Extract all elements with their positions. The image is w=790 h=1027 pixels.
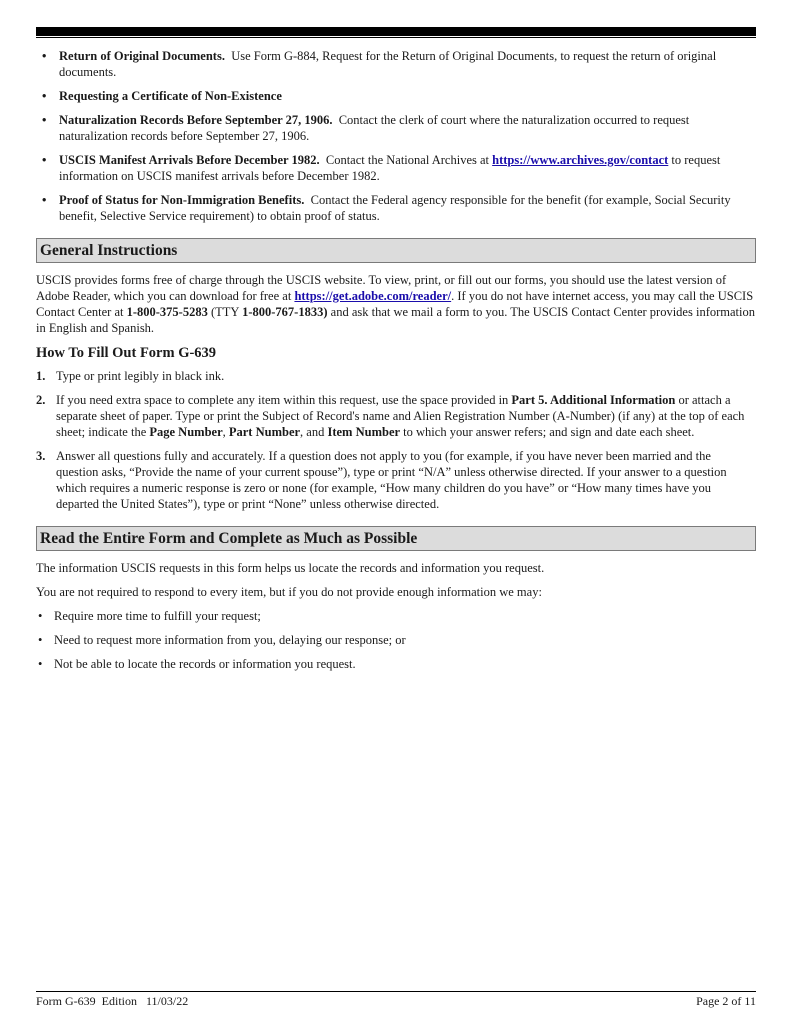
step-text: Answer all questions fully and accurately. If a question does not apply to you (for example, if you have never been married and the question asks, “Provide the name of your current spouse”), type or print “N/A” unless otherwise directed. If your answer to a question which requires a numeric response is zero or none (for example, “How many children do you have” or “How many times have you departed the United States”), type or print “None” unless otherwise directed.: [56, 449, 727, 511]
part-number-term: Part Number: [228, 425, 301, 439]
step-text: ,: [222, 425, 226, 439]
item-title: Naturalization Records Before September 27, 1906.: [59, 113, 333, 127]
step-text: Type or print legibly in black ink.: [56, 369, 225, 383]
list-item: [36, 152, 756, 184]
header-rule-thin: [36, 37, 756, 38]
paragraph-text: (TTY: [210, 305, 239, 319]
step-item: [36, 448, 756, 512]
step-item: [36, 368, 756, 384]
footer-rule: [36, 991, 756, 992]
consequences-list: [36, 608, 756, 672]
page-content: [36, 48, 756, 680]
item-title: USCIS Manifest Arrivals Before December 1982.: [59, 153, 320, 167]
page-number-label: Page 2 of 11: [696, 994, 756, 1008]
item-text: Use Form G-884, Request for the Return of Original Documents, to request the return of original documents.: [59, 49, 717, 79]
list-item: [36, 192, 756, 224]
list-item: [36, 112, 756, 144]
step-text: , and: [300, 425, 325, 439]
item-text: Contact the National Archives at: [325, 153, 490, 167]
item-number-term: Item Number: [327, 425, 401, 439]
step-text: If you need extra space to complete any item within this request, use the space provided in: [56, 393, 509, 407]
list-item-text: Require more time to fulfill your request;: [54, 609, 261, 623]
instruction-steps: [36, 368, 756, 512]
item-title: Proof of Status for Non-Immigration Benefits.: [59, 193, 305, 207]
list-item: [36, 656, 756, 672]
read-entire-form-header: Read the Entire Form and Complete as Much as Possible: [36, 526, 756, 551]
form-edition-label: Form G-639 Edition 11/03/22: [36, 994, 189, 1008]
list-item: [36, 48, 756, 80]
how-to-fill-title: How To Fill Out Form G-639: [36, 345, 217, 361]
bullet-icon: •: [38, 609, 43, 623]
list-item: [36, 88, 756, 104]
archives-link[interactable]: https://www.archives.gov/contact: [492, 153, 669, 167]
read-paragraph-2: You are not required to respond to every item, but if you do not provide enough information we may:: [36, 585, 542, 599]
step-text: to which your answer refers; and sign and date each sheet.: [403, 425, 695, 439]
item-title: Requesting a Certificate of Non-Existence: [59, 89, 282, 103]
bullet-icon: •: [42, 113, 47, 127]
general-instructions-header: General Instructions: [36, 238, 756, 263]
part5-reference: Part 5. Additional Information: [511, 393, 676, 407]
step-number: 2.: [36, 393, 46, 407]
item-text: to request information on USCIS manifest arrivals before December 1982.: [59, 153, 721, 183]
adobe-reader-link[interactable]: https://get.adobe.com/reader/: [294, 289, 452, 303]
paragraph-text: . If you do not have internet access, you may call the USCIS Contact Center at: [36, 289, 754, 319]
paragraph-text: USCIS provides forms free of charge through the USCIS website. To view, print, or fill out our forms, you should use the latest version of Adobe Reader, which you can download for free at: [36, 273, 727, 303]
item-title: Return of Original Documents.: [59, 49, 225, 63]
general-instructions-paragraph: [36, 272, 756, 336]
bullet-icon: •: [42, 193, 47, 207]
step-text: or attach a separate sheet of paper. Type or print the Subject of Record's name and Alien Registration Number (A-Number) (if any) at the top of each sheet; indicate the: [56, 393, 745, 439]
paragraph-text: and ask that we mail a form to you. The USCIS Contact Center provides information in English and Spanish.: [36, 305, 755, 335]
header-rule-thick: [36, 27, 756, 36]
list-item: [36, 632, 756, 648]
contact-center-phone: 1-800-375-5283: [126, 305, 208, 319]
bullet-icon: •: [42, 153, 47, 167]
bullet-icon: •: [38, 657, 43, 671]
step-number: 1.: [36, 369, 46, 383]
read-paragraph-1: The information USCIS requests in this form helps us locate the records and information you request.: [36, 561, 545, 575]
bullet-icon: •: [42, 89, 47, 103]
item-text: Contact the Federal agency responsible for the benefit (for example, Social Security benefit, Selective Service requirement) to obtain proof of status.: [59, 193, 731, 223]
tty-phone: 1-800-767-1833): [242, 305, 328, 319]
list-item-text: Not be able to locate the records or information you request.: [54, 657, 356, 671]
bullet-icon: •: [38, 633, 43, 647]
other-requests-list: [36, 48, 756, 224]
item-text: Contact the clerk of court where the naturalization occurred to request naturalization records before September 27, 1906.: [59, 113, 690, 143]
page-number-term: Page Number: [149, 425, 223, 439]
list-item: [36, 608, 756, 624]
bullet-icon: •: [42, 49, 47, 63]
step-item: [36, 392, 756, 440]
list-item-text: Need to request more information from you, delaying our response; or: [54, 633, 406, 647]
step-number: 3.: [36, 449, 46, 463]
